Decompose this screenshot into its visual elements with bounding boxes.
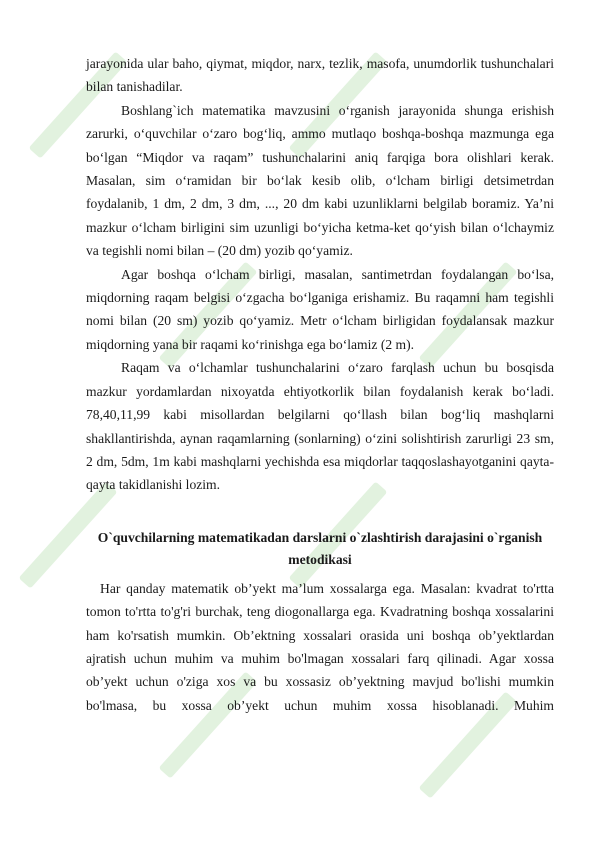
document-body	[86, 52, 554, 717]
section-heading: O`quvchilarning matematikadan darslarni o`zlashtirish darajasini o`rganish metodikasi	[97, 529, 543, 567]
paragraph-1: jarayonida ular baho, qiymat, miqdor, narx, tezlik, masofa, unumdorlik tushunchalari bilan tanishadilar.	[86, 56, 554, 95]
paragraph-4: Raqam va o‘lchamlar tushunchalarini o‘zaro farqlash uchun bu bosqisda mazkur yordamlardan nixoyatda ehtiyotkorlik bilan foydalanish kerak bo‘ladi. 78,40,11,99 kabi misollardan belgilarni qo‘llash bilan bog‘liq mashqlarni shakllantirishda, aynan raqamlarning (sonlarning) o‘zini solishtirish zarurligi 23 sm, 2 dm, 5dm, 1m kabi mashqlarni yechishda esa miqdorlar taqqoslashayotganini qayta-qayta takidlanishi lozim.	[86, 360, 554, 493]
paragraph-3: Agar boshqa o‘lcham birligi, masalan, santimetrdan foydalangan bo‘lsa, miqdorning raqam belgisi o‘zgacha bo‘lganiga erishamiz. Bu raqamni ham tegishli nomi bilan (20 sm) yozib qo‘yamiz. Metr o‘lcham birligidan foydalansak mazkur miqdorning yana bir raqami ko‘rinishga ega bo‘lamiz (2 m).	[86, 266, 554, 352]
paragraph-5: Har qanday matematik ob’yekt ma’lum xossalarga ega. Masalan: kvadrat to'rtta tomon to'rtta to'g'ri burchak, teng diogonallarga ega. Kvadratning boshqa xossalarini ham ko'rsatish mumkin. Ob’ektning xossalari orasida uni boshqa ob’yektlardan ajratish uchun muhim va muhim bo'lmagan xossalari farq qilinadi. Agar xossa ob’yekt uchun o'ziga xos va bu xossasiz ob’yektning mavjud bo'lishi mumkin bo'lmasa, bu xossa ob’yekt uchun muhim xossa hisoblanadi. Muhim	[86, 580, 554, 713]
paragraph-2: Boshlang`ich matematika mavzusini o‘rganish jarayonida shunga erishish zarurki, o‘quvchilar o‘zaro bog‘liq, ammo mutlaqo boshqa-boshqa mazmunga ega bo‘lgan “Miqdor va raqam” tushunchalarini aniq farqiga bora olishlari kerak. Masalan, sim o‘ramidan bir bo‘lak kesib olib, o‘lcham birligi detsimetrdan foydalanib, 1 dm, 2 dm, 3 dm, ..., 20 dm kabi uzunliklarni belgilab boramiz. Ya’ni mazkur o‘lcham birligini sim uzunligi bo‘yicha ketma-ket qo‘yish bilan o‘lchaymiz va tegishli nomi bilan – (20 dm) yozib qo‘yamiz.	[86, 102, 554, 259]
